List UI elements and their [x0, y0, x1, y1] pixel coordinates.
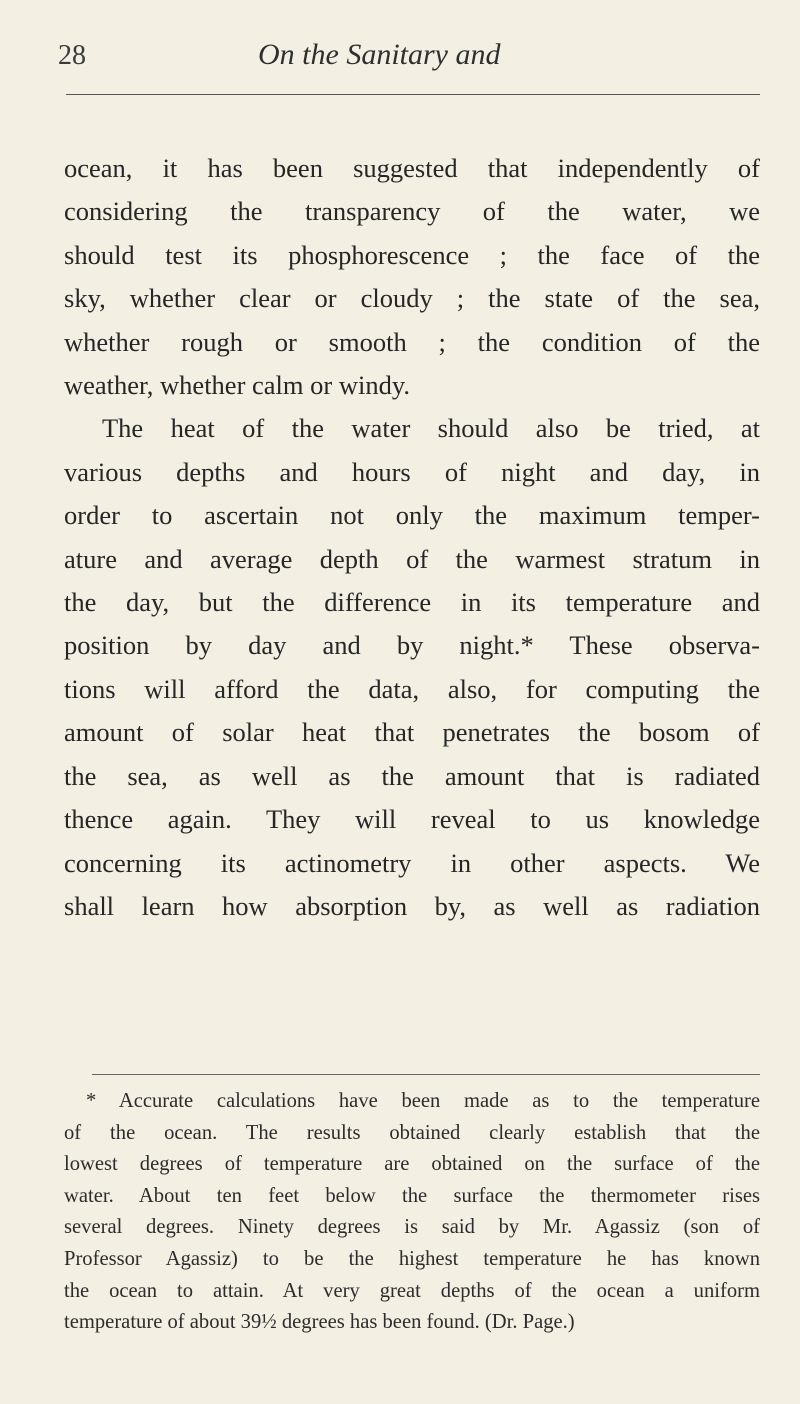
body-line: shall learn how absorption by, as well as radiation: [64, 890, 760, 921]
footnote-line: several degrees. Ninety degrees is said by Mr. Agassiz (son of: [64, 1216, 760, 1239]
body-line: ature and average depth of the warmest stratum in: [64, 543, 760, 574]
footnote-line: the ocean to attain. At very great depths of the ocean a uniform: [64, 1279, 760, 1302]
body-line: whether rough or smooth ; the condition of the: [64, 326, 760, 357]
body-line: amount of solar heat that penetrates the bosom of: [64, 717, 760, 748]
body-line: ocean, it has been suggested that independently of: [64, 153, 760, 183]
body-line: thence again. They will reveal to us knowledge: [64, 804, 760, 835]
running-head: On the Sanitary and: [258, 38, 501, 71]
body-line: position by day and by night.* These observa-: [64, 630, 760, 661]
page-number: 28: [58, 40, 86, 71]
footnote: [64, 1086, 760, 1339]
page-header: [0, 38, 800, 78]
body-line: the sea, as well as the amount that is radiated: [64, 760, 760, 791]
footnote-line: water. About ten feet below the surface the thermometer rises: [64, 1184, 760, 1207]
body-line: sky, whether clear or cloudy ; the state of the sea,: [64, 283, 760, 314]
header-rule: [66, 94, 760, 95]
body-line: weather, whether calm or windy.: [64, 370, 411, 401]
footnote-line: of the ocean. The results obtained clearly establish that the: [64, 1121, 760, 1144]
footnote-line: temperature of about 39½ degrees has been found. (Dr. Page.): [64, 1311, 575, 1334]
body-line: various depths and hours of night and day, in: [64, 456, 760, 487]
footnote-rule: [92, 1074, 760, 1075]
body-line: The heat of the water should also be tried, at: [102, 413, 760, 444]
footnote-line: lowest degrees of temperature are obtained on the surface of the: [64, 1153, 760, 1176]
body-text: [64, 147, 760, 928]
body-line: order to ascertain not only the maximum temper-: [64, 500, 760, 531]
body-line: should test its phosphorescence ; the face of the: [64, 239, 760, 270]
body-line: tions will afford the data, also, for computing the: [64, 673, 760, 704]
body-line: the day, but the difference in its temperature and: [64, 587, 760, 618]
body-line: concerning its actinometry in other aspects. We: [64, 847, 760, 878]
body-line: considering the transparency of the water, we: [64, 196, 760, 227]
footnote-line: Professor Agassiz) to be the highest temperature he has known: [64, 1247, 760, 1270]
footnote-line: * Accurate calculations have been made as to the temperature: [86, 1090, 760, 1112]
